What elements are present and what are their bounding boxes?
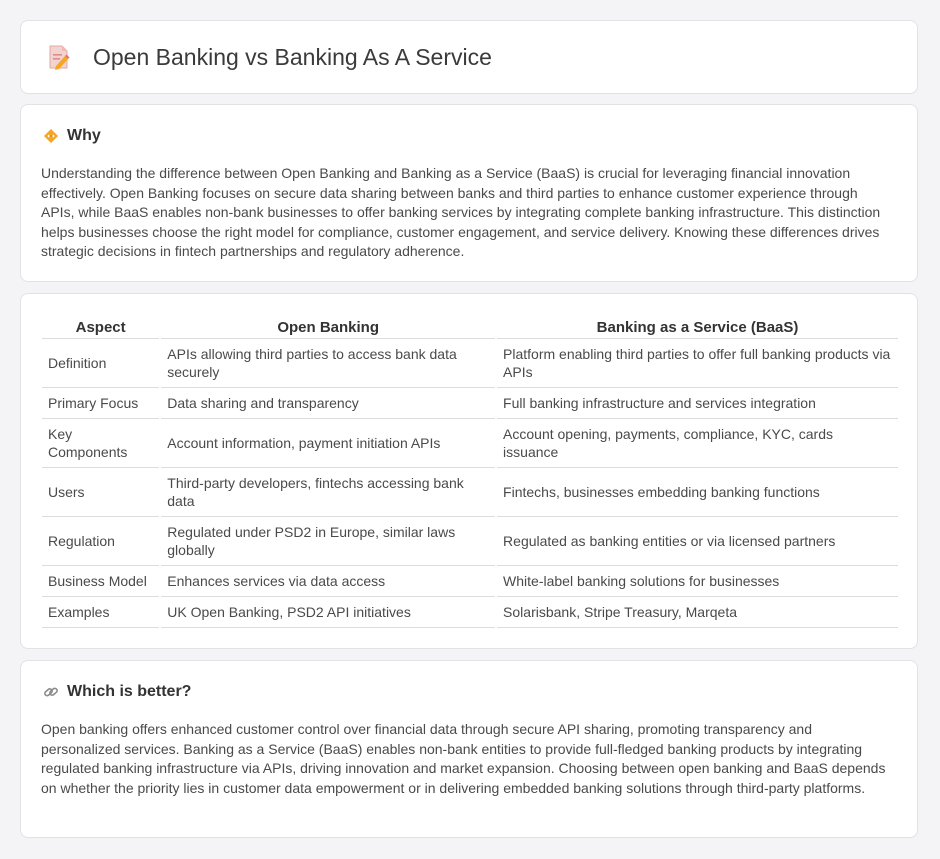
cell-open-banking: Data sharing and transparency — [160, 388, 496, 419]
cell-baas: Regulated as banking entities or via licensed partners — [496, 517, 898, 566]
header-card — [20, 20, 918, 94]
cell-open-banking: Enhances services via data access — [160, 566, 496, 597]
table-row — [42, 388, 898, 419]
link-icon — [43, 684, 59, 700]
title-row — [47, 43, 492, 71]
cell-baas: Fintechs, businesses embedding banking functions — [496, 468, 898, 517]
comparison-table — [42, 316, 898, 628]
cell-open-banking: Third-party developers, fintechs accessing bank data — [160, 468, 496, 517]
header-baas: Banking as a Service (BaaS) — [496, 316, 898, 339]
table-row — [42, 566, 898, 597]
table-row — [42, 419, 898, 468]
why-card — [20, 104, 918, 282]
better-heading — [43, 683, 191, 701]
comparison-card — [20, 293, 918, 649]
why-heading — [43, 127, 101, 145]
why-body: Understanding the difference between Open Banking and Banking as a Service (BaaS) is crucial for leveraging financial innovation effectively. Open Banking focuses on secure data sharing between banks and third parties to enhance customer experience through APIs, while BaaS enables non-bank businesses to offer banking services by integrating complete banking infrastructure. This distinction helps businesses choose the right model for compliance, customer engagement, and service delivery. Knowing these differences drives strategic decisions in fintech partnerships and regulatory adherence. — [41, 165, 881, 260]
cell-aspect: Regulation — [42, 517, 160, 566]
better-title: Which is better? — [67, 683, 192, 700]
cell-aspect: Examples — [42, 597, 160, 628]
cell-open-banking: UK Open Banking, PSD2 API initiatives — [160, 597, 496, 628]
table-row — [42, 468, 898, 517]
better-body: Open banking offers enhanced customer control over financial data through secure API sharing, promoting transparency and personalized services. Banking as a Service (BaaS) enables non-bank entities to provide full-fledged banking products by integrating regulated banking infrastructure via APIs, driving innovation and market expansion. Choosing between open banking and BaaS depends on whether the priority lies in customer data empowerment or in delivering embedded banking solutions through third-party platforms. — [41, 721, 886, 796]
cell-aspect: Key Components — [42, 419, 160, 468]
cell-baas: White-label banking solutions for businesses — [496, 566, 898, 597]
cell-baas: Platform enabling third parties to offer full banking products via APIs — [496, 339, 898, 388]
table-header-row — [42, 316, 898, 339]
cell-aspect: Definition — [42, 339, 160, 388]
cell-open-banking: Account information, payment initiation APIs — [160, 419, 496, 468]
header-open-banking: Open Banking — [160, 316, 496, 339]
header-aspect: Aspect — [42, 316, 160, 339]
which-better-card — [20, 660, 918, 838]
document-pencil-icon — [47, 43, 71, 71]
cell-baas: Account opening, payments, compliance, KYC, cards issuance — [496, 419, 898, 468]
why-title: Why — [67, 127, 101, 144]
cell-open-banking: APIs allowing third parties to access bank data securely — [160, 339, 496, 388]
diamond-warning-icon — [43, 128, 59, 144]
table-row — [42, 339, 898, 388]
cell-aspect: Users — [42, 468, 160, 517]
cell-aspect: Business Model — [42, 566, 160, 597]
table-row — [42, 517, 898, 566]
cell-baas: Solarisbank, Stripe Treasury, Marqeta — [496, 597, 898, 628]
cell-aspect: Primary Focus — [42, 388, 160, 419]
table-row — [42, 597, 898, 628]
page-title: Open Banking vs Banking As A Service — [93, 43, 492, 70]
cell-baas: Full banking infrastructure and services integration — [496, 388, 898, 419]
cell-open-banking: Regulated under PSD2 in Europe, similar laws globally — [160, 517, 496, 566]
